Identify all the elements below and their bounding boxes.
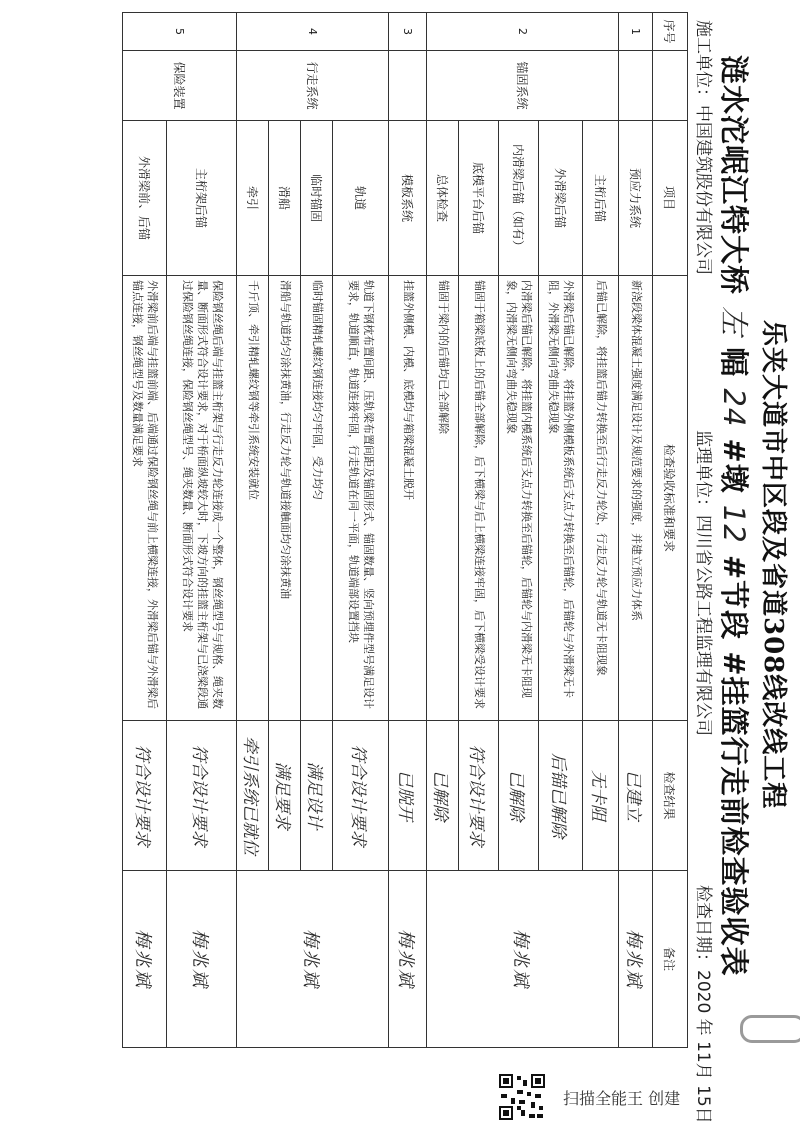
row-standard: 轨道下钢枕布置间距、压轨梁布置间距及锚固形式、锚固数量、竖向预埋件型号满足设计要求，轨道顺直，轨道连接牢固，行走轨道在同一平面，轨道端部设置挡块: [333, 276, 389, 721]
row-standard: 外滑梁前后端与挂篮前端、后端通过保险钢丝绳与前上横梁连接，外滑梁后锚与外滑梁后锚点连接，钢丝绳型号及数量满足要求: [123, 276, 167, 721]
title-handwritten-pier: 24: [717, 388, 751, 428]
row-item: 预应力系统: [619, 121, 653, 276]
row-result: 后锚已解除: [539, 721, 583, 871]
row-group: 行走系统: [237, 51, 389, 121]
row-standard: 临时锚固精轧螺纹钢连接均匀牢固，受力均匀: [301, 276, 333, 721]
paper-clip-icon: [740, 1015, 800, 1043]
header-standard: 检查验收标准和要求: [653, 276, 688, 721]
row-item: 底模平台后锚: [459, 121, 499, 276]
row-standard: 外滑梁后锚已解除，将挂篮外侧模板系统后支点力转换至后锚轮，后锚轮与外滑梁无卡阻，外滑梁无侧向弯曲失稳现象: [539, 276, 583, 721]
row-signature: 梅兆斌: [619, 871, 653, 1048]
document-title-line2: [715, 55, 756, 977]
table-header-row: [653, 13, 688, 1048]
title-suffix: #挂篮行走前检查验收表: [717, 651, 751, 977]
row-result: 已解除: [427, 721, 459, 871]
row-number: 4: [237, 13, 389, 51]
row-result: 无卡阻: [583, 721, 619, 871]
row-group: [389, 51, 427, 121]
document-title-line1: 乐夹大道市中区段及省道308线改线工程: [758, 320, 788, 810]
header-remark: 备注: [653, 871, 688, 1048]
row-group: [619, 51, 653, 121]
scanner-credit-text: 扫描全能王 创建: [563, 1089, 681, 1108]
inspection-table: [122, 12, 688, 1048]
row-result: 符合设计要求: [333, 721, 389, 871]
row-result: 牵引系统已就位: [237, 721, 269, 871]
title-text-segment: #节段: [717, 554, 751, 641]
row-standard: 锚固于箱梁底板上的后锚全部解除，后下横梁与后上横梁连接牢固，后下横梁受设计要求: [459, 276, 499, 721]
row-standard: 新浇段梁体混凝土强度满足设计及规范要求的强度，并建立预应力体系: [619, 276, 653, 721]
row-result: 满足设计: [301, 721, 333, 871]
row-group: 锚固系统: [427, 51, 619, 121]
row-standard: 锚固于梁内的后锚均已全部解除: [427, 276, 459, 721]
table-row: [619, 13, 653, 1048]
row-signature: 梅兆斌: [167, 871, 237, 1048]
row-number: 3: [389, 13, 427, 51]
row-item: 牵引: [237, 121, 269, 276]
row-item: 模板系统: [389, 121, 427, 276]
row-standard: 保险钢丝绳后端与挂篮主桁架与行走反力轮连接成一个整体，钢丝绳型号与规格、绳夹数量、断面形式符合设计要求，对于桥面纵坡较大时，下坡方向的挂篮主桁架与已浇梁段通过保险钢丝绳连接，保险钢丝绳型号、绳夹数量、断面形式符合设计要求: [167, 276, 237, 721]
row-item: 轨道: [333, 121, 389, 276]
row-group: 保险装置: [123, 51, 237, 121]
table-row: [123, 13, 167, 1048]
header-no: 序号: [653, 13, 688, 51]
row-signature: 梅兆斌: [389, 871, 427, 1048]
row-result: 已建立: [619, 721, 653, 871]
title-text-fu: 幅: [717, 347, 751, 378]
row-item: 总体检查: [427, 121, 459, 276]
table-row: [389, 13, 427, 1048]
qr-code-icon: [497, 1072, 547, 1122]
row-number: 5: [123, 13, 237, 51]
row-item: 主桁架后锚: [167, 121, 237, 276]
row-item: 主桁后锚: [583, 121, 619, 276]
table-row: [333, 13, 389, 1048]
header-result: 检查结果: [653, 721, 688, 871]
scanner-watermark: [497, 1072, 757, 1124]
row-standard: 千斤顶、牵引精轧螺纹钢等牵引系统安装就位: [237, 276, 269, 721]
contractor-label: 施工单位：中国建筑股份有限公司: [693, 20, 713, 275]
row-signature: 梅兆斌: [123, 871, 167, 1048]
title-text-dun: #墩: [717, 438, 751, 494]
row-result: 符合设计要求: [459, 721, 499, 871]
title-handwritten-side: 左: [717, 306, 751, 337]
row-result: 已脱开: [389, 721, 427, 871]
inspection-date: 检查日期：2020 年 11月 15日: [693, 885, 713, 1124]
row-standard: 挂篮外侧模、内模、底模均与箱梁混凝土脱开: [389, 276, 427, 721]
row-result: 符合设计要求: [167, 721, 237, 871]
supervisor-label: 监理单位：四川省公路工程监理有限公司: [693, 430, 713, 736]
table-row: [167, 13, 237, 1048]
row-signature: 梅兆斌: [237, 871, 389, 1048]
row-result: 符合设计要求: [123, 721, 167, 871]
row-item: 外滑梁后锚: [539, 121, 583, 276]
header-group: [653, 51, 688, 121]
row-item: 内滑梁后锚（如有）: [499, 121, 539, 276]
row-result: 满足要求: [269, 721, 301, 871]
row-item: 外滑梁前、后锚: [123, 121, 167, 276]
header-item: 项目: [653, 121, 688, 276]
row-standard: 滑船与轨道均匀涂抹黄油，行走反力轮与轨道接触面均匀涂抹黄油: [269, 276, 301, 721]
row-number: 1: [619, 13, 653, 51]
title-handwritten-segment: 12: [717, 504, 751, 544]
row-standard: 后锚已解除，将挂篮后锚力转换至后行走反力轮处，行走反力轮与轨道无卡阻现象: [583, 276, 619, 721]
row-standard: 内滑梁后锚已解除，将挂篮内模系统后支点力转换至后锚轮，后锚轮与内滑梁无卡阻现象，内滑梁无侧向弯曲失稳现象: [499, 276, 539, 721]
table-row: [583, 13, 619, 1048]
title-prefix: 涟水沱岷江特大桥: [717, 55, 751, 296]
row-number: 2: [427, 13, 619, 51]
row-result: 已解除: [499, 721, 539, 871]
row-signature: 梅兆斌: [427, 871, 619, 1048]
row-item: 滑船: [269, 121, 301, 276]
row-item: 临时锚固: [301, 121, 333, 276]
